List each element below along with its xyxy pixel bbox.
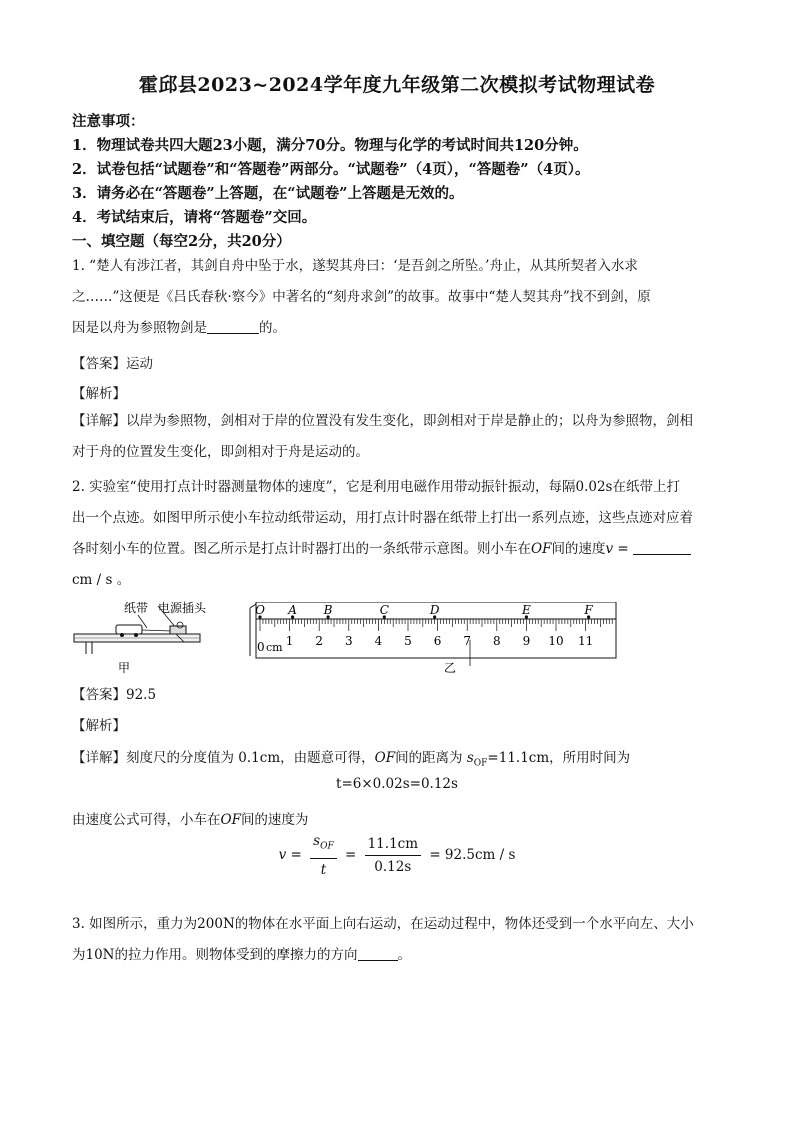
caption-jia: 甲 [118, 661, 131, 675]
ruler-tick-label: 8 [492, 634, 501, 648]
answer-blank [633, 540, 691, 555]
tape-point-label: E [522, 603, 531, 617]
caption-yi: 乙 [444, 661, 457, 674]
cart-icon [116, 625, 142, 634]
tape-point-label: F [584, 603, 593, 617]
question-2-line-3: 各时刻小车的位置。图乙所示是打点计时器打出的一条纸带示意图。则小车在OF间的速度v = [72, 534, 722, 565]
ruler-tick-label: 6 [433, 634, 442, 648]
question-1-line-2: 之……”这便是《吕氏春秋·察今》中著名的“刻舟求剑”的故事。故事中“楚人契其舟”找不到剑，原 [72, 289, 651, 305]
question-2 [72, 472, 722, 596]
notice-item-4: 4．考试结束后，请将“答题卷”交回。 [72, 209, 317, 226]
q2-answer: 【答案】92.5 [72, 687, 157, 703]
ruler-tick-label: 5 [404, 634, 412, 648]
question-3 [72, 909, 722, 971]
figure-ruler-tape [246, 602, 618, 674]
tape-point-label: O [255, 603, 265, 617]
question-2-line-1: 2. 实验室“使用打点计时器测量物体的速度”，它是利用电磁作用带动振针振动，每隔0.02s在纸带上打 [72, 479, 680, 495]
section-heading: 一、填空题（每空2分，共20分） [72, 233, 291, 250]
tape-point-label: C [379, 603, 389, 617]
notice-heading: 注意事项： [72, 113, 145, 130]
ruler-tick-label: 4 [374, 634, 383, 648]
ruler-tick-label: 0 [257, 640, 265, 654]
q2-detail-1: 【详解】刻度尺的分度值为 0.1cm，由题意可得，OF间的距离为 $s_{OF}=11.1cm$，所用时间为 [72, 750, 631, 769]
ruler-tick-label: 1 [285, 634, 294, 648]
notice-item-1: 1．物理试卷共四大题23小题，满分70分。物理与化学的考试时间共120分钟。 [72, 137, 588, 154]
q2-analysis: 【解析】 [72, 718, 126, 734]
question-2-line-4: cm / s 。 [72, 572, 131, 588]
question-1-line-1: 1. “楚人有涉江者，其剑自舟中坠于水，遂契其舟曰：‘是吾剑之所坠。’舟止，从其所契者入水求 [72, 258, 638, 274]
q1-answer: 【答案】运动 [72, 356, 153, 372]
ruler-tick-label: 2 [315, 634, 324, 648]
ruler-tick-label: 3 [344, 634, 353, 648]
tape-point-label: A [288, 603, 297, 617]
answer-blank [358, 946, 398, 961]
q1-analysis: 【解析】 [72, 386, 126, 402]
equation-time: t=6×0.02s=0.12s [336, 776, 458, 792]
q2-detail-2: 由速度公式可得，小车在OF间的速度为 [72, 812, 309, 828]
notice-item-2: 2．试卷包括“试题卷”和“答题卷”两部分。“试题卷”（4页），“答题卷”（4页）。 [72, 161, 590, 178]
ruler-unit: cm [266, 641, 283, 654]
question-1-line-3: 因是以舟为参照物剑是 的。 [72, 320, 286, 336]
ruler-tick-label: 9 [522, 634, 531, 648]
equation-velocity: v = $\frac{s_{OF}}{t}$ = $\frac{11.1cm}{0.12s}$ = 92.5cm / s [278, 833, 516, 878]
answer-blank [207, 319, 259, 334]
question-1 [72, 251, 722, 344]
question-3-line-1: 3. 如图所示，重力为200N的物体在水平面上向右运动，在运动过程中，物体还受到一个水平向左、大小 [72, 916, 694, 932]
notice-item-3: 3．请务必在“答题卷”上答题，在“试题卷”上答题是无效的。 [72, 185, 464, 202]
tape-point-label: D [429, 603, 440, 617]
q1-detail: 【详解】以岸为参照物，剑相对于岸的位置没有发生变化，即剑相对于岸是静止的；以舟为参照物，剑相 对于舟的位置发生变化，即剑相对于舟是运动的。 [72, 413, 693, 460]
tape-point-label: B [323, 603, 333, 617]
ruler-tick-label: 11 [577, 634, 594, 648]
question-2-line-2: 出一个点迹。如图甲所示使小车拉动纸带运动，用打点计时器在纸带上打出一系列点迹，这些点迹对应着 [72, 510, 693, 526]
page-title: 霍邱县2023~2024学年度九年级第二次模拟考试物理试卷 [138, 74, 656, 96]
label-plug: 电源插头 [158, 601, 207, 615]
label-tape: 纸带 [124, 601, 149, 615]
question-3-line-2: 为10N的拉力作用。则物体受到的摩擦力的方向 。 [72, 947, 411, 963]
figure-cart-setup [72, 598, 212, 676]
ruler-tick-label: 7 [463, 634, 472, 648]
ruler-tick-label: 10 [548, 634, 564, 648]
